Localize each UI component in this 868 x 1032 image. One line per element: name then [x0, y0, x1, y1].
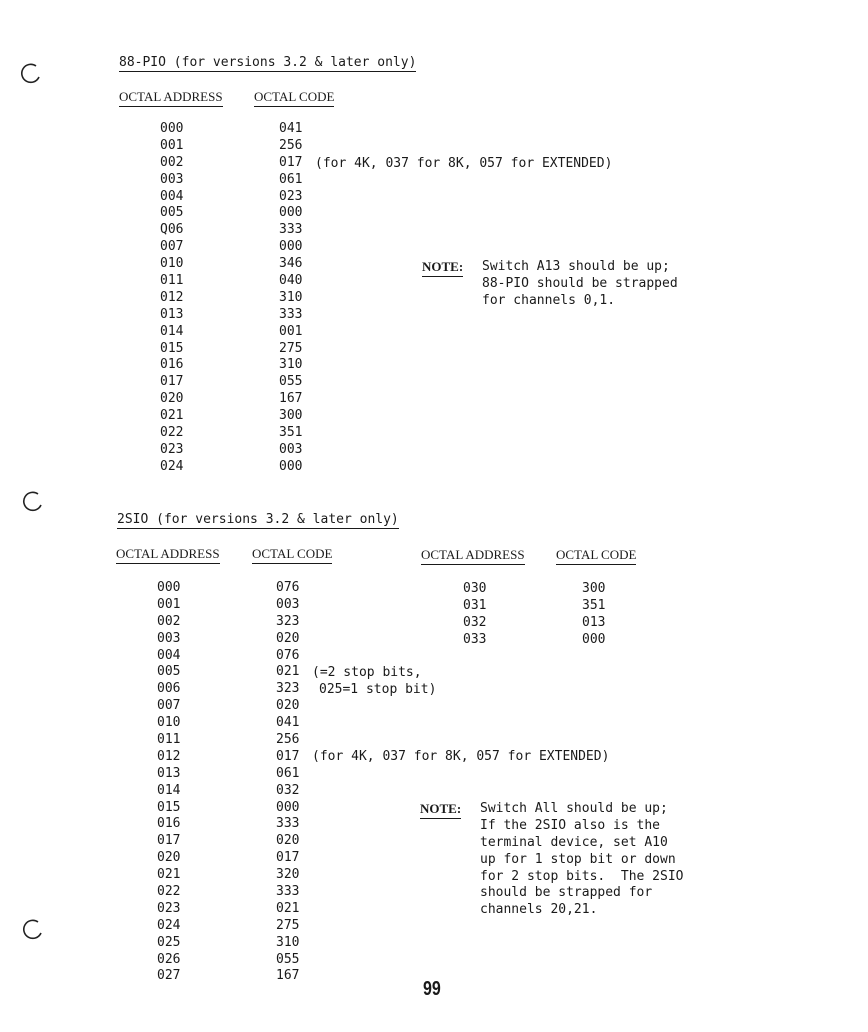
- page-number: 99: [423, 978, 441, 1000]
- octal-code: 310: [279, 289, 303, 305]
- octal-address: 033: [463, 631, 487, 647]
- octal-address: 004: [157, 647, 181, 663]
- octal-code: 300: [279, 408, 303, 424]
- octal-address: 020: [157, 850, 181, 866]
- octal-address: 012: [160, 289, 184, 305]
- octal-address: 003: [157, 630, 181, 646]
- note-line: Switch All should be up;: [480, 801, 668, 816]
- section1-code-column: [279, 121, 302, 476]
- octal-address: 007: [157, 698, 181, 714]
- octal-code: 017: [279, 154, 303, 170]
- octal-code: 021: [276, 900, 300, 916]
- octal-address: 002: [160, 154, 184, 170]
- note-line: for channels 0,1.: [482, 292, 616, 308]
- octal-code: 346: [279, 256, 303, 272]
- octal-address: 017: [157, 833, 181, 849]
- octal-address: 004: [160, 188, 184, 204]
- section2-address-column-2: [463, 581, 486, 649]
- octal-address: 023: [157, 900, 181, 916]
- octal-address: 015: [160, 340, 184, 356]
- octal-address: 027: [157, 968, 181, 984]
- octal-address: 006: [157, 681, 181, 697]
- section2-note-label: NOTE:: [420, 801, 461, 819]
- octal-code: 000: [279, 239, 303, 255]
- note-line: Switch A13 should be up;: [482, 259, 670, 274]
- octal-code: 041: [276, 715, 300, 731]
- octal-address: 013: [160, 306, 184, 322]
- octal-code: 040: [279, 273, 303, 289]
- octal-address: 001: [157, 596, 181, 612]
- section1-title: 88-PIO (for versions 3.2 & later only): [119, 55, 417, 70]
- section2-comment-006: 025=1 stop bit): [319, 682, 437, 697]
- octal-address: 000: [160, 121, 184, 136]
- octal-address: 030: [463, 581, 487, 596]
- octal-code: 020: [276, 630, 300, 646]
- octal-address: 012: [157, 748, 181, 764]
- octal-address: 007: [160, 239, 184, 255]
- section2-note: [480, 801, 684, 919]
- note-line: channels 20,21.: [480, 902, 598, 918]
- section2-comment-005: (=2 stop bits,: [312, 665, 422, 680]
- section2-code-column-2: [582, 581, 605, 649]
- section2-header-code: OCTAL CODE: [252, 546, 332, 564]
- octal-code: 017: [276, 850, 300, 866]
- section2-code-column: [276, 580, 299, 985]
- octal-code: 055: [279, 374, 303, 390]
- octal-code: 167: [276, 968, 300, 984]
- octal-address: 011: [160, 273, 184, 289]
- octal-code: 333: [279, 222, 303, 238]
- octal-address: 023: [160, 441, 184, 457]
- octal-address: 002: [157, 613, 181, 629]
- octal-code: 256: [279, 137, 303, 153]
- octal-code: 032: [276, 782, 300, 798]
- octal-code: 310: [279, 357, 303, 373]
- octal-address: 032: [463, 614, 487, 630]
- octal-address: 020: [160, 391, 184, 407]
- punch-hole-bottom: [22, 918, 44, 940]
- octal-address: 024: [160, 458, 184, 474]
- section1-comment-002: (for 4K, 037 for 8K, 057 for EXTENDED): [315, 156, 613, 171]
- octal-address: 005: [157, 664, 181, 680]
- section2-header-code-2: OCTAL CODE: [556, 547, 636, 565]
- section1-note-label: NOTE:: [422, 259, 463, 277]
- octal-code: 275: [276, 917, 300, 933]
- section2-header-address-2: OCTAL ADDRESS: [421, 547, 525, 565]
- octal-code: 000: [276, 799, 300, 815]
- octal-address: 010: [160, 256, 184, 272]
- octal-code: 041: [279, 121, 303, 136]
- note-line: If the 2SIO also is the: [480, 817, 661, 833]
- octal-code: 023: [279, 188, 303, 204]
- octal-code: 061: [279, 171, 303, 187]
- octal-code: 320: [276, 867, 300, 883]
- note-line: up for 1 stop bit or down: [480, 851, 676, 867]
- octal-code: 300: [582, 581, 606, 596]
- section1-header-code: OCTAL CODE: [254, 89, 334, 107]
- octal-code: 076: [276, 647, 300, 663]
- octal-code: 351: [582, 597, 606, 613]
- octal-code: 000: [582, 631, 606, 647]
- section1-address-column: [160, 121, 183, 476]
- octal-address: 014: [157, 782, 181, 798]
- octal-address: 021: [157, 867, 181, 883]
- section1-note: [482, 259, 678, 310]
- octal-code: 055: [276, 951, 300, 967]
- octal-address: 014: [160, 323, 184, 339]
- note-line: should be strapped for: [480, 885, 653, 901]
- note-line: 88-PIO should be strapped: [482, 275, 678, 291]
- note-line: for 2 stop bits. The 2SIO: [480, 868, 684, 884]
- octal-code: 003: [279, 441, 303, 457]
- octal-address: 026: [157, 951, 181, 967]
- punch-hole-middle: [22, 490, 44, 512]
- octal-address: Q06: [160, 222, 184, 238]
- note-line: terminal device, set A10: [480, 834, 668, 850]
- octal-address: 022: [157, 884, 181, 900]
- octal-address: 010: [157, 715, 181, 731]
- octal-address: 021: [160, 408, 184, 424]
- octal-code: 020: [276, 833, 300, 849]
- octal-code: 256: [276, 732, 300, 748]
- octal-code: 061: [276, 765, 300, 781]
- octal-address: 000: [157, 580, 181, 595]
- octal-code: 310: [276, 934, 300, 950]
- octal-address: 011: [157, 732, 181, 748]
- section2-title: 2SIO (for versions 3.2 & later only): [117, 512, 399, 527]
- octal-code: 333: [276, 884, 300, 900]
- octal-address: 013: [157, 765, 181, 781]
- section1-header-address: OCTAL ADDRESS: [119, 89, 223, 107]
- octal-code: 167: [279, 391, 303, 407]
- octal-address: 003: [160, 171, 184, 187]
- section2-comment-012: (for 4K, 037 for 8K, 057 for EXTENDED): [312, 749, 610, 764]
- octal-code: 323: [276, 681, 300, 697]
- octal-address: 025: [157, 934, 181, 950]
- octal-address: 005: [160, 205, 184, 221]
- octal-address: 015: [157, 799, 181, 815]
- octal-address: 022: [160, 425, 184, 441]
- octal-code: 001: [279, 323, 303, 339]
- octal-address: 016: [160, 357, 184, 373]
- octal-address: 024: [157, 917, 181, 933]
- octal-address: 017: [160, 374, 184, 390]
- octal-code: 076: [276, 580, 300, 595]
- octal-code: 000: [279, 458, 303, 474]
- octal-code: 323: [276, 613, 300, 629]
- octal-code: 020: [276, 698, 300, 714]
- octal-code: 351: [279, 425, 303, 441]
- octal-code: 021: [276, 664, 300, 680]
- punch-hole-top: [20, 62, 42, 84]
- octal-address: 031: [463, 597, 487, 613]
- octal-address: 001: [160, 137, 184, 153]
- section2-address-column: [157, 580, 180, 985]
- octal-code: 017: [276, 748, 300, 764]
- octal-address: 016: [157, 816, 181, 832]
- octal-code: 333: [279, 306, 303, 322]
- octal-code: 003: [276, 596, 300, 612]
- octal-code: 275: [279, 340, 303, 356]
- octal-code: 000: [279, 205, 303, 221]
- octal-code: 333: [276, 816, 300, 832]
- section2-header-address: OCTAL ADDRESS: [116, 546, 220, 564]
- octal-code: 013: [582, 614, 606, 630]
